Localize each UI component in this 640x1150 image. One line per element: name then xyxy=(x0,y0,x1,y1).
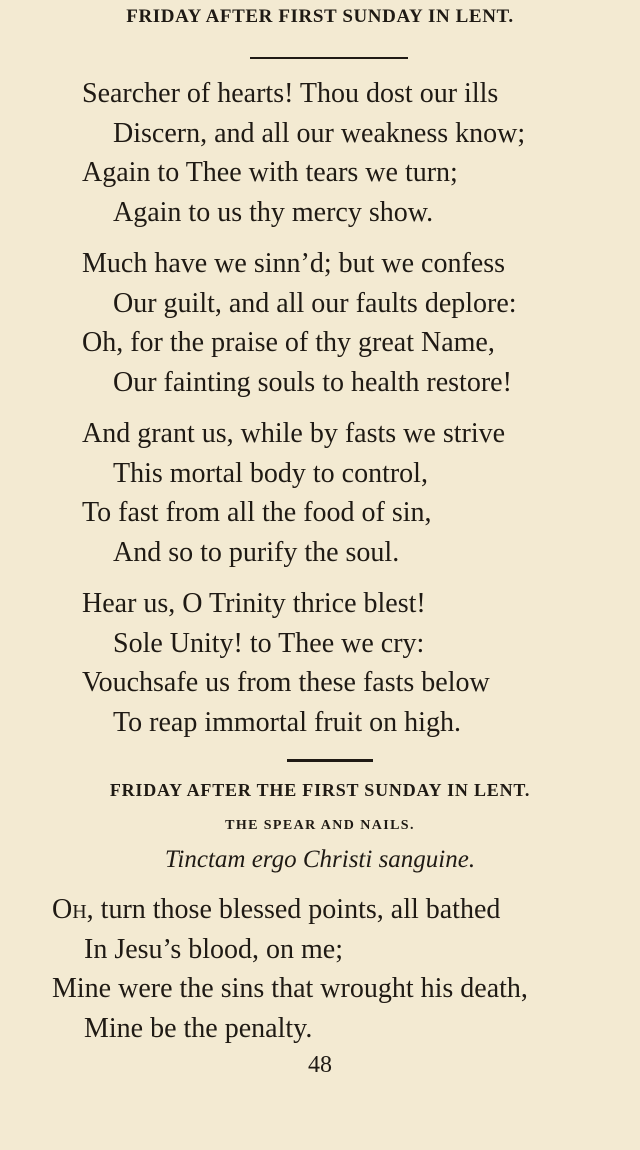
stanza-3 xyxy=(0,414,640,572)
stanza-4 xyxy=(0,584,640,742)
verse-line: Discern, and all our weakness know; xyxy=(113,117,526,149)
verse-line: To reap immortal fruit on high. xyxy=(113,706,461,738)
hymn-2 xyxy=(0,890,640,1048)
latin-incipit: Tinctam ergo Christi sanguine. xyxy=(164,846,476,873)
verse-line: Sole Unity! to Thee we cry: xyxy=(113,627,425,659)
verse-line: And so to purify the soul. xyxy=(113,536,400,568)
verse-line: To fast from all the food of sin, xyxy=(82,497,432,528)
verse-line: Vouchsafe us from these fasts below xyxy=(82,667,490,698)
page-number: 48 xyxy=(308,1052,332,1078)
verse-line: Our guilt, and all our faults deplore: xyxy=(113,287,517,319)
verse-line: Again to Thee with tears we turn; xyxy=(82,157,458,188)
hymn-subtitle: THE SPEAR AND NAILS. xyxy=(225,818,415,833)
stanza-2 xyxy=(0,244,640,402)
stanza-1 xyxy=(0,74,640,232)
section-title: FRIDAY AFTER THE FIRST SUNDAY IN LENT. xyxy=(109,780,531,800)
verse-line: This mortal body to control, xyxy=(113,457,428,489)
verse-line: In Jesu’s blood, on me; xyxy=(84,933,343,965)
first-line-text: , turn those blessed points, all bathed xyxy=(86,894,501,925)
verse-line: Mine were the sins that wrought his death, xyxy=(52,973,528,1004)
running-head: FRIDAY AFTER FIRST SUNDAY IN LENT. xyxy=(126,6,514,27)
verse-line: Hear us, O Trinity thrice blest! xyxy=(82,588,426,619)
header-rule xyxy=(250,57,408,59)
verse-line: Much have we sinn’d; but we confess xyxy=(82,248,506,279)
verse-line: And grant us, while by fasts we strive xyxy=(82,418,506,449)
verse-line: Our fainting souls to health restore! xyxy=(113,366,512,398)
verse-line: Again to us thy mercy show. xyxy=(113,196,434,228)
opening-word: Oh xyxy=(52,894,87,925)
verse-line: Mine be the penalty. xyxy=(84,1012,313,1044)
section-divider xyxy=(287,759,373,762)
verse-line: Oh, for the praise of thy great Name, xyxy=(82,327,495,358)
verse-line: Searcher of hearts! Thou dost our ills xyxy=(82,78,499,109)
verse-line xyxy=(0,890,640,930)
hymn-1 xyxy=(0,74,640,754)
